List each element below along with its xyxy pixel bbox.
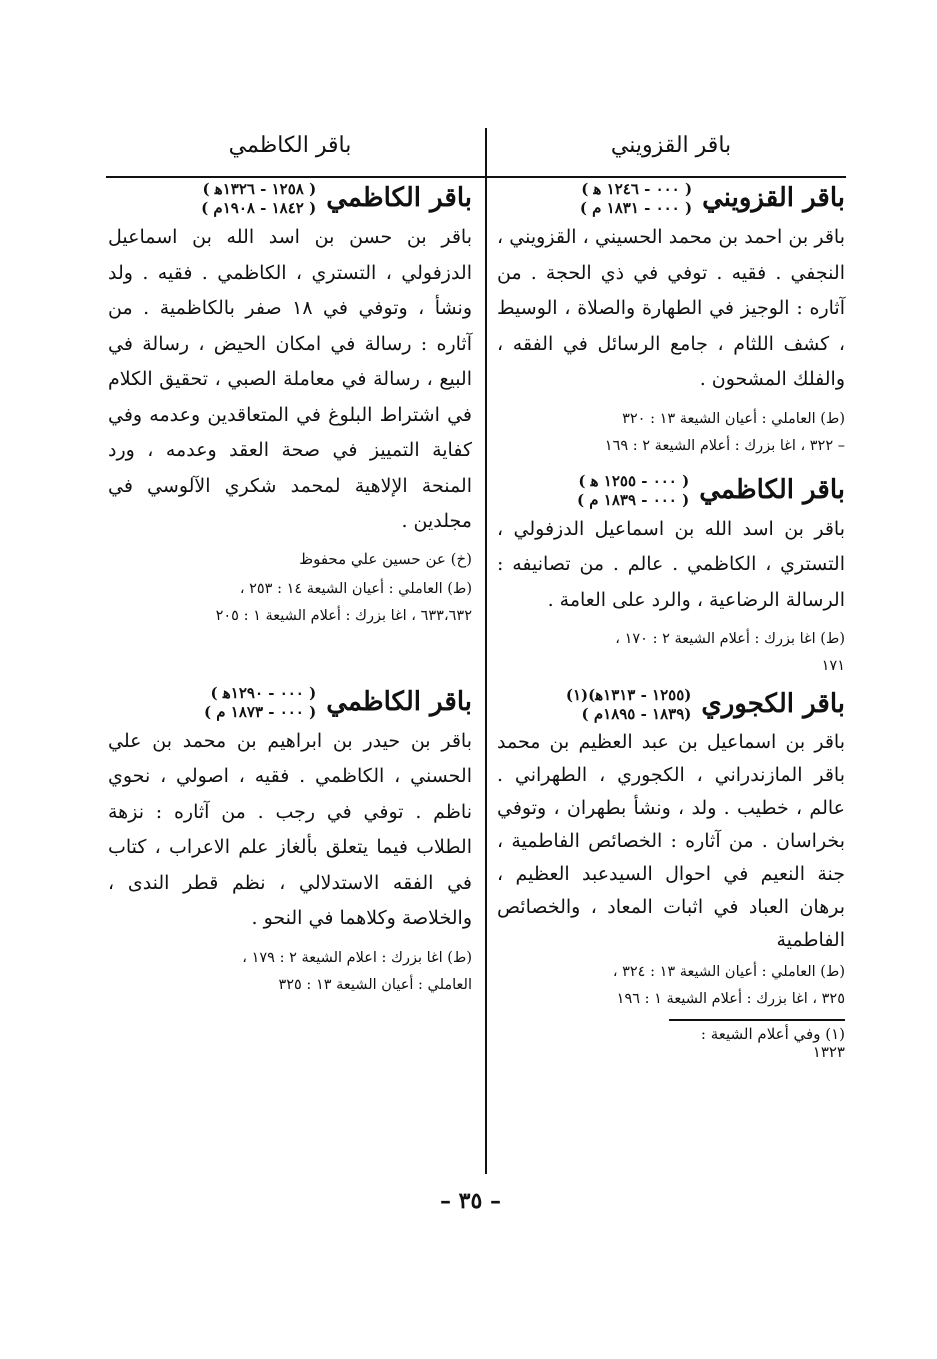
source-line: (ط) العاملي : أعيان الشيعة ١٣ : ٣٢٤ ، xyxy=(612,964,845,980)
entry-sources xyxy=(497,959,845,1013)
entry-sources xyxy=(497,406,845,460)
dates-hijri: ( ٠٠٠ - ١٢٥٥ ﻫ ) xyxy=(578,471,690,490)
entry-name: باقر الكاظمي xyxy=(326,183,472,213)
entry-heading xyxy=(497,684,845,724)
entry-body: باقر بن حيدر بن ابراهيم بن محمد بن علي الحسني ، الكاظمي . فقيه ، اصولي ، نحوي ناظم . توفي في رجب . من آثاره : نزهة الطلاب فيما يتعلق بألغاز علم الاعراب ، كتاب في الفقه الاستدلالي ، نظم قطر الندى ، والخلاصة وكلاهما في النحو . xyxy=(108,729,472,929)
source-line: ٦٣٣،٦٣٢ ، اغا بزرك : أعلام الشيعة ١ : ٢٠٥ xyxy=(215,607,472,624)
source-line: ٣٢٥ ، اغا بزرك : أعلام الشيعة ١ : ١٩٦ xyxy=(616,991,845,1007)
entry-sources xyxy=(108,945,472,999)
dates-hijri: (١٢٥٥ - ١٣١٣ﻫ)(١) xyxy=(565,686,692,704)
entry-dates xyxy=(580,178,692,218)
left-column xyxy=(108,120,472,999)
entry-dates xyxy=(204,682,316,722)
entry-name: باقر الكاظمي xyxy=(699,474,845,505)
source-line: (ط) اغا بزرك : اعلام الشيعة ٢ : ١٧٩ ، xyxy=(242,949,472,966)
right-column-header: باقر القزويني xyxy=(610,133,732,158)
dates-hijri: ( ٠٠٠ - ١٢٩٠ﻫ ) xyxy=(210,683,317,702)
entry-baqir-qazwini xyxy=(497,178,845,460)
entry-body: باقر بن احمد بن محمد الحسيني ، القزويني ، النجفي . فقيه . توفي في ذي الحجة . من آثاره : الوجيز في الطهارة والصلاة ، الوسيط ، كشف اللثام ، جامع الرسائل في الفقه ، والفلك المشحون . xyxy=(497,226,845,390)
source-line: (ط) العاملي : أعيان الشيعة ١٤ : ٢٥٣ ، xyxy=(239,580,472,597)
entry-sources xyxy=(497,626,845,680)
entry-sources xyxy=(108,576,472,630)
source-line: العاملي : أعيان الشيعة ١٣ : ٣٢٥ xyxy=(278,976,472,993)
dates-hijri: ( ١٢٥٨ - ١٣٢٦ﻫ ) xyxy=(202,180,317,198)
right-column xyxy=(497,120,845,1061)
entry-heading xyxy=(108,178,472,218)
source-line: – ٣٢٢ ، اغا بزرك : أعلام الشيعة ٢ : ١٦٩ xyxy=(604,437,845,454)
entry-body: باقر بن اسد الله بن اسماعيل الدزفولي ، التستري ، الكاظمي . عالم . من تصانيفه : الرسالة الرضاعية ، والرد على العامة . xyxy=(497,517,845,611)
column-divider xyxy=(485,128,487,1174)
source-line: ١٧١ xyxy=(821,658,845,674)
entry-body: باقر بن حسن بن اسد الله بن اسماعيل الدزفولي ، التستري ، الكاظمي . فقيه . ولد ونشأ ، وتوفي في ١٨ صفر بالكاظمية . من آثاره : رسالة في امكان الحيض ، رسالة في البيع ، رسالة في معاملة الصبي ، تحقيق الكلام في اشتراط البلوغ في المتعاقدين وعدمه وفي كفاية التمييز في صحة العقد وعدمه ، ورد المنحة الإلاهية لمحمد شكري الآلوسي في مجلدين . xyxy=(108,226,472,532)
dates-gregorian: ( ١٨٤٢ - ١٩٠٨م ) xyxy=(201,199,317,217)
entry-name: باقر الكجوري xyxy=(701,689,845,719)
dates-hijri: ( ٠٠٠ - ١٢٤٦ ﻫ ) xyxy=(581,180,693,198)
dates-gregorian: ( ٠٠٠ - ١٨٧٣ م ) xyxy=(203,702,317,721)
entry-baqir-kazimi-1258 xyxy=(108,178,472,630)
entry-baqir-kazimi-1255 xyxy=(497,470,845,681)
source-line: (ط) اغا بزرك : أعلام الشيعة ٢ : ١٧٠ ، xyxy=(615,631,845,647)
entry-heading xyxy=(108,682,472,722)
dates-gregorian: (١٨٣٩ - ١٨٩٥م ) xyxy=(581,705,692,723)
entry-dates xyxy=(566,684,692,724)
entry-name: باقر القزويني xyxy=(702,183,845,213)
dates-gregorian: ( ٠٠٠ - ١٨٣١ م ) xyxy=(579,199,693,217)
entry-note: (خ) عن حسين علي محفوظ xyxy=(299,549,472,568)
entry-dates xyxy=(577,470,689,510)
entry-heading xyxy=(497,470,845,510)
page-number: – ٣٥ – xyxy=(440,1188,501,1214)
source-line: (ط) العاملي : أعيان الشيعة ١٣ : ٣٢٠ xyxy=(622,410,845,427)
entry-body: باقر بن اسماعيل بن عبد العظيم بن محمد باقر المازندراني ، الكجوري ، الطهراني . عالم ، خطيب . ولد ، ونشأ بطهران ، وتوفي بخراسان . من آثاره : الخصائص الفاطمية ، جنة النعيم في احوال السيدعبد العظيم ، برهان العباد في اثبات المعاد ، والخصائص الفاطمية xyxy=(497,731,845,951)
entry-heading xyxy=(497,178,845,218)
footnote: (١) وفي أعلام الشيعة : ١٣٢٣ xyxy=(669,1019,845,1061)
entry-baqir-kazimi-1290 xyxy=(108,682,472,999)
entry-baqir-kajuri xyxy=(497,684,845,1013)
left-column-header: باقر الكاظمي xyxy=(228,133,352,158)
entry-name: باقر الكاظمي xyxy=(326,686,472,717)
entry-dates xyxy=(201,178,316,218)
dates-gregorian: ( ٠٠٠ - ١٨٣٩ م ) xyxy=(576,490,690,509)
